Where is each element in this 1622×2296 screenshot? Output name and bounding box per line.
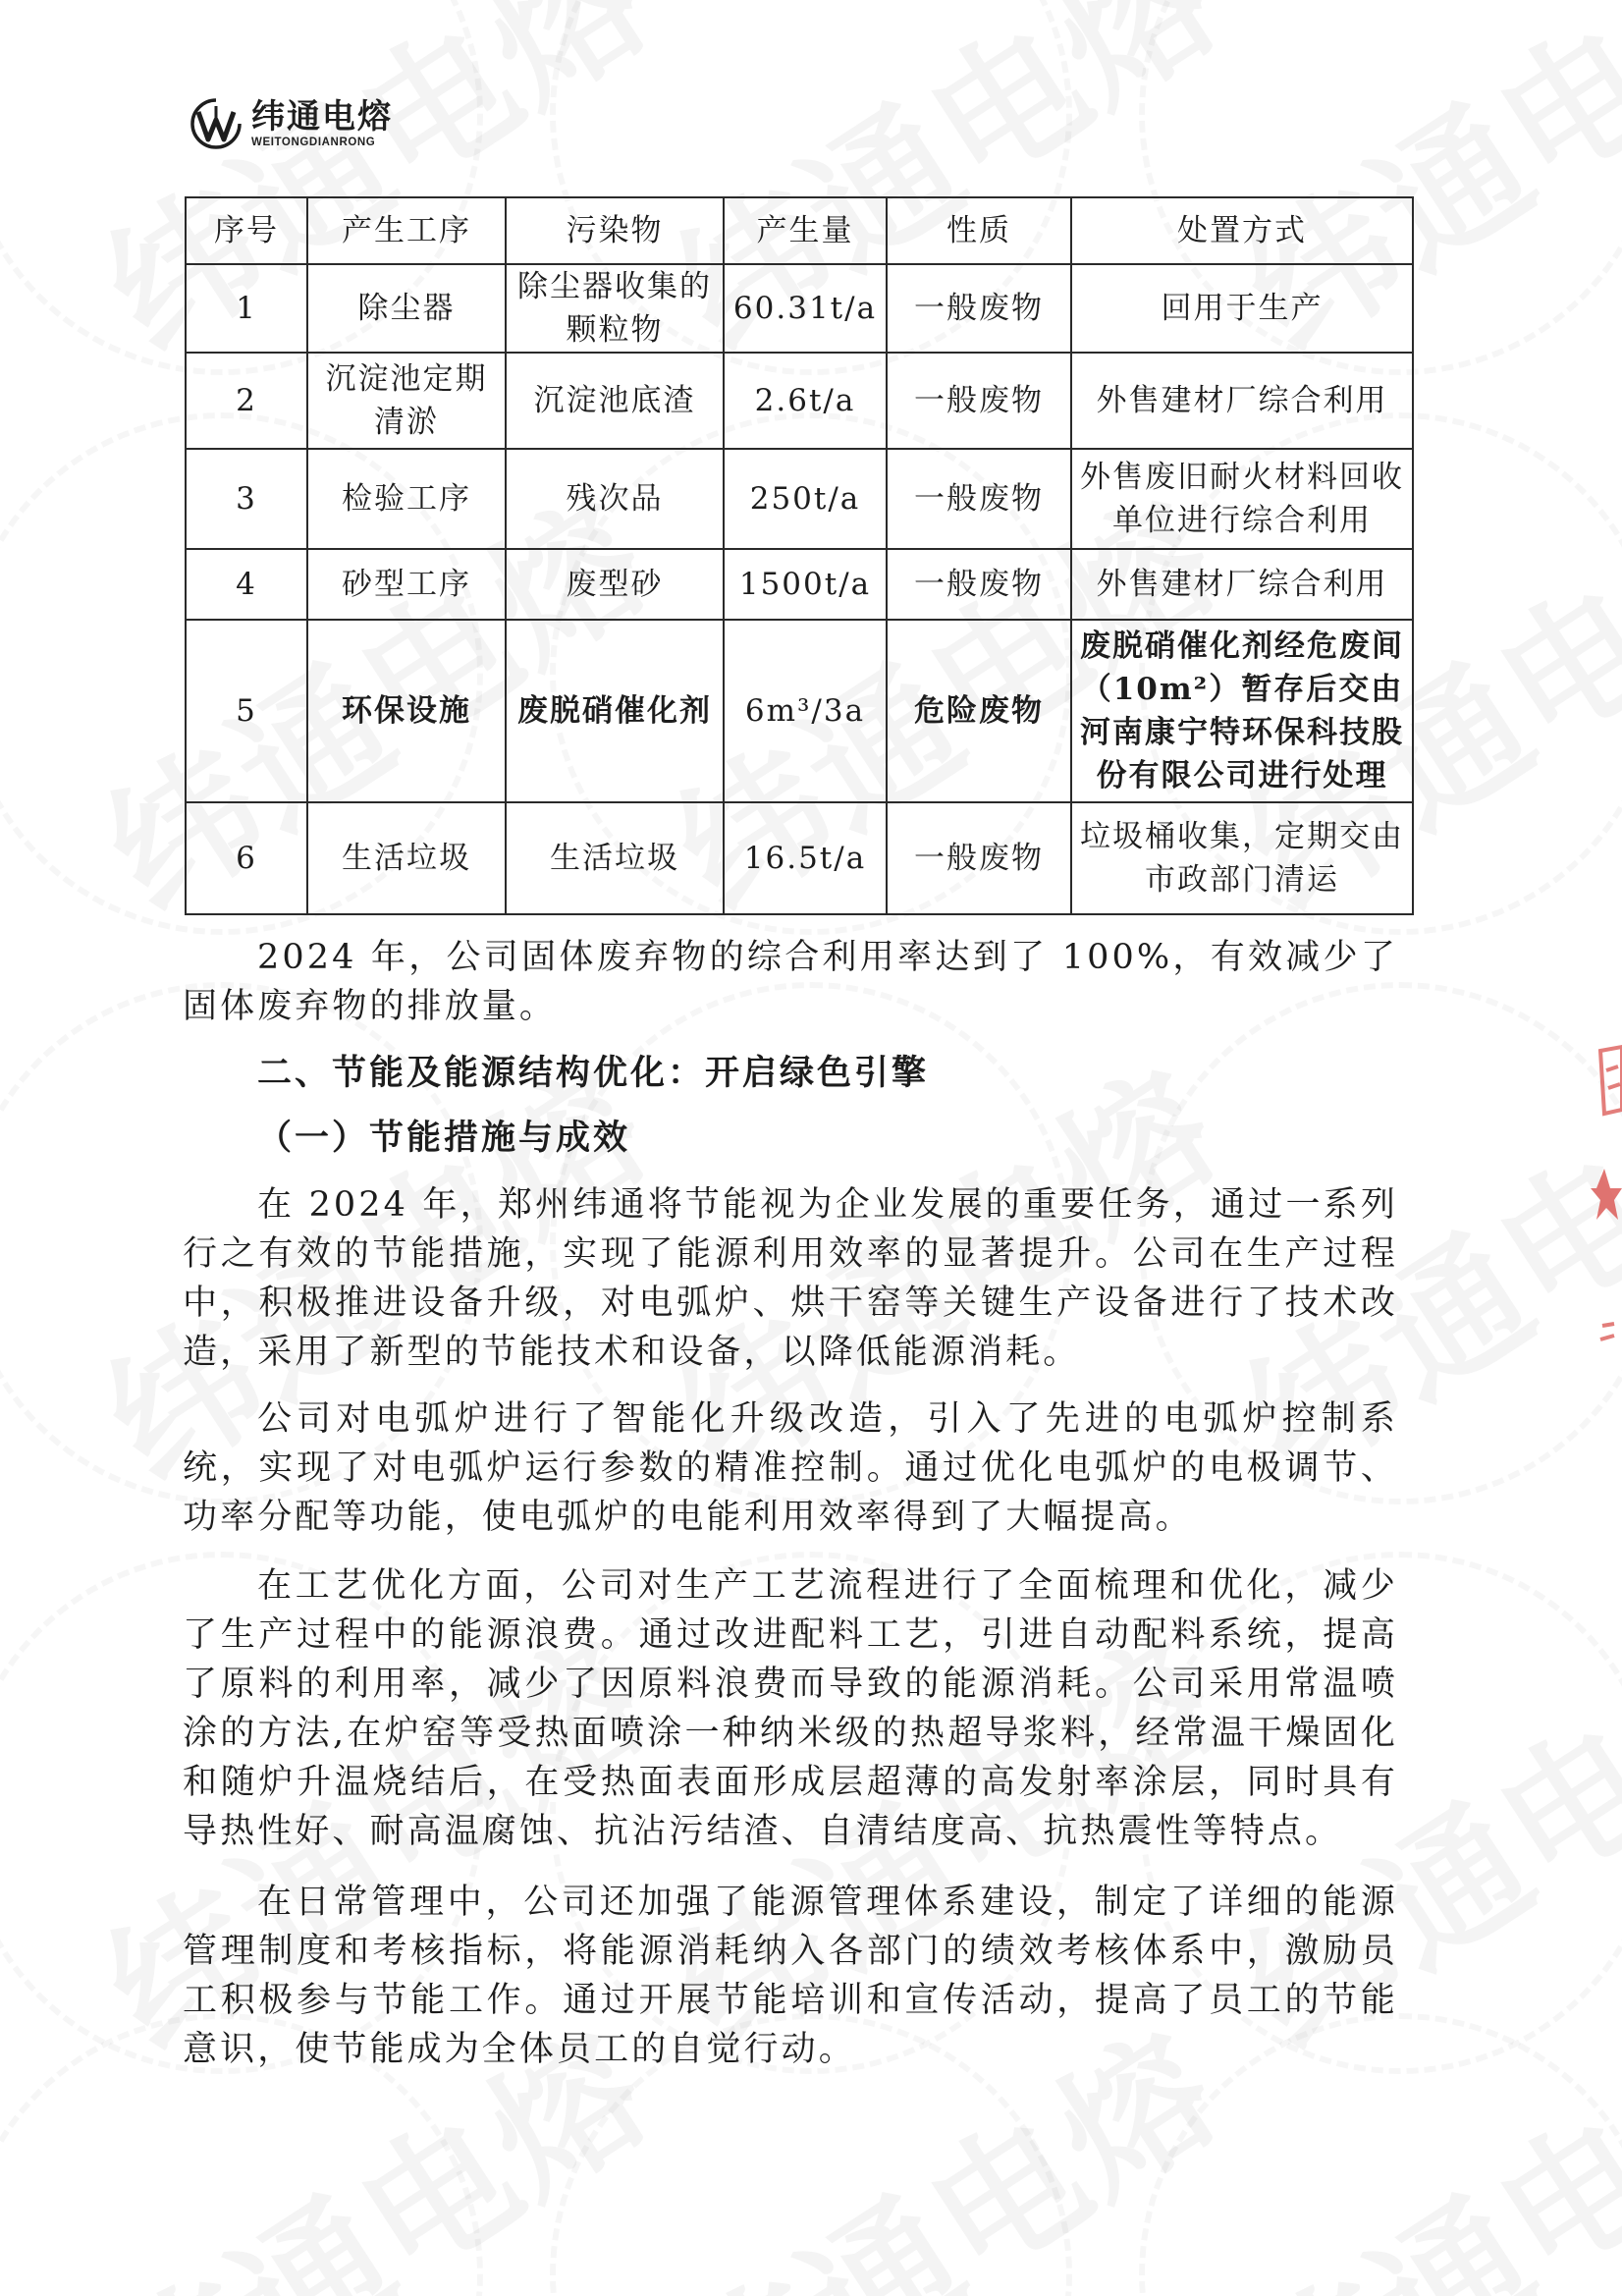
table-cell: 外售废旧耐火材料回收单位进行综合利用 [1071, 449, 1413, 549]
logo-english-name: WEITONGDIANRONG [251, 137, 376, 148]
table-cell: 垃圾桶收集，定期交由市政部门清运 [1071, 802, 1413, 914]
table-cell: 1 [186, 264, 307, 353]
table-cell: 一般废物 [887, 264, 1071, 353]
table-cell: 生活垃圾 [307, 802, 506, 914]
column-header: 处置方式 [1071, 197, 1413, 264]
table-cell: 60.31t/a [724, 264, 887, 353]
table-cell: 2 [186, 353, 307, 449]
table-cell: 250t/a [724, 449, 887, 549]
table-cell: 沉淀池底渣 [506, 353, 724, 449]
paragraph-arc-furnace: 公司对电弧炉进行了智能化升级改造，引入了先进的电弧炉控制系统，实现了对电弧炉运行参数的精准控制。通过优化电弧炉的电极调节、功率分配等功能，使电弧炉的电能利用效率得到了大幅提高。 [183, 1399, 1398, 1537]
table-cell: 4 [186, 549, 307, 620]
table-row [186, 353, 1413, 449]
table-row [186, 802, 1413, 914]
column-header: 序号 [186, 197, 307, 264]
paragraph-energy-management: 在日常管理中，公司还加强了能源管理体系建设，制定了详细的能源管理制度和考核指标，将能源消耗纳入各部门的绩效考核体系中，激励员工积极参与节能工作。通过开展节能培训和宣传活动，提高了员工的节能意识，使节能成为全体员工的自觉行动。 [183, 1883, 1398, 2069]
paragraph-process-optimization: 在工艺优化方面，公司对生产工艺流程进行了全面梳理和优化，减少了生产过程中的能源浪费。通过改进配料工艺，引进自动配料系统，提高了原料的利用率，减少了因原料浪费而导致的能源消耗。公司采用常温喷涂的方法,在炉窑等受热面喷涂一种纳米级的热超导浆料，经常温干燥固化和随炉升温烧结后，在受热面表面形成层超薄的高发射率涂层，同时具有导热性好、耐高温腐蚀、抗沾污结渣、自清结度高、抗热震性等特点。 [183, 1566, 1398, 1851]
table-cell: 一般废物 [887, 449, 1071, 549]
table-cell: 6m³/3a [724, 620, 887, 802]
table-cell: 废脱硝催化剂经危废间（10m²）暂存后交由河南康宁特环保科技股份有限公司进行处理 [1071, 620, 1413, 802]
logo-w-icon [189, 96, 243, 151]
table-cell: 一般废物 [887, 353, 1071, 449]
column-header: 性质 [887, 197, 1071, 264]
table-cell: 外售建材厂综合利用 [1071, 549, 1413, 620]
column-header: 污染物 [506, 197, 724, 264]
table-row [186, 549, 1413, 620]
subsection-heading: （一）节能措施与成效 [257, 1118, 631, 1158]
table-cell: 外售建材厂综合利用 [1071, 353, 1413, 449]
paragraph-recycling-rate: 2024 年，公司固体废弃物的综合利用率达到了 100%，有效减少了固体废弃物的排放量。 [183, 938, 1398, 1026]
table-row [186, 620, 1413, 802]
table-row [186, 264, 1413, 353]
table-cell: 6 [186, 802, 307, 914]
solid-waste-table [185, 196, 1414, 915]
table-cell: 2.6t/a [724, 353, 887, 449]
table-cell: 环保设施 [307, 620, 506, 802]
table-cell: 检验工序 [307, 449, 506, 549]
table-cell: 沉淀池定期清淤 [307, 353, 506, 449]
table-cell: 危险废物 [887, 620, 1071, 802]
table-cell: 16.5t/a [724, 802, 887, 914]
table-cell: 除尘器 [307, 264, 506, 353]
table-cell: 一般废物 [887, 802, 1071, 914]
table-header-row [186, 197, 1413, 264]
section-heading: 二、节能及能源结构优化：开启绿色引擎 [257, 1053, 930, 1093]
table-cell: 1500t/a [724, 549, 887, 620]
table-cell: 5 [186, 620, 307, 802]
table-cell: 废型砂 [506, 549, 724, 620]
table-cell: 3 [186, 449, 307, 549]
table-cell: 废脱硝催化剂 [506, 620, 724, 802]
table-cell: 砂型工序 [307, 549, 506, 620]
column-header: 产生量 [724, 197, 887, 264]
paragraph-energy-saving: 在 2024 年，郑州纬通将节能视为企业发展的重要任务，通过一系列行之有效的节能措施，实现了能源利用效率的显著提升。公司在生产过程中，积极推进设备升级，对电弧炉、烘干窑等关键生产设备进行了技术改造，采用了新型的节能技术和设备，以降低能源消耗。 [183, 1185, 1398, 1372]
table-cell: 残次品 [506, 449, 724, 549]
red-seal-stamp [1571, 1041, 1622, 1375]
company-logo [189, 94, 393, 153]
table-cell: 回用于生产 [1071, 264, 1413, 353]
table-row [186, 449, 1413, 549]
logo-chinese-name: 纬通电熔 [251, 97, 393, 137]
table-cell: 除尘器收集的颗粒物 [506, 264, 724, 353]
table-cell: 生活垃圾 [506, 802, 724, 914]
table-cell: 一般废物 [887, 549, 1071, 620]
column-header: 产生工序 [307, 197, 506, 264]
